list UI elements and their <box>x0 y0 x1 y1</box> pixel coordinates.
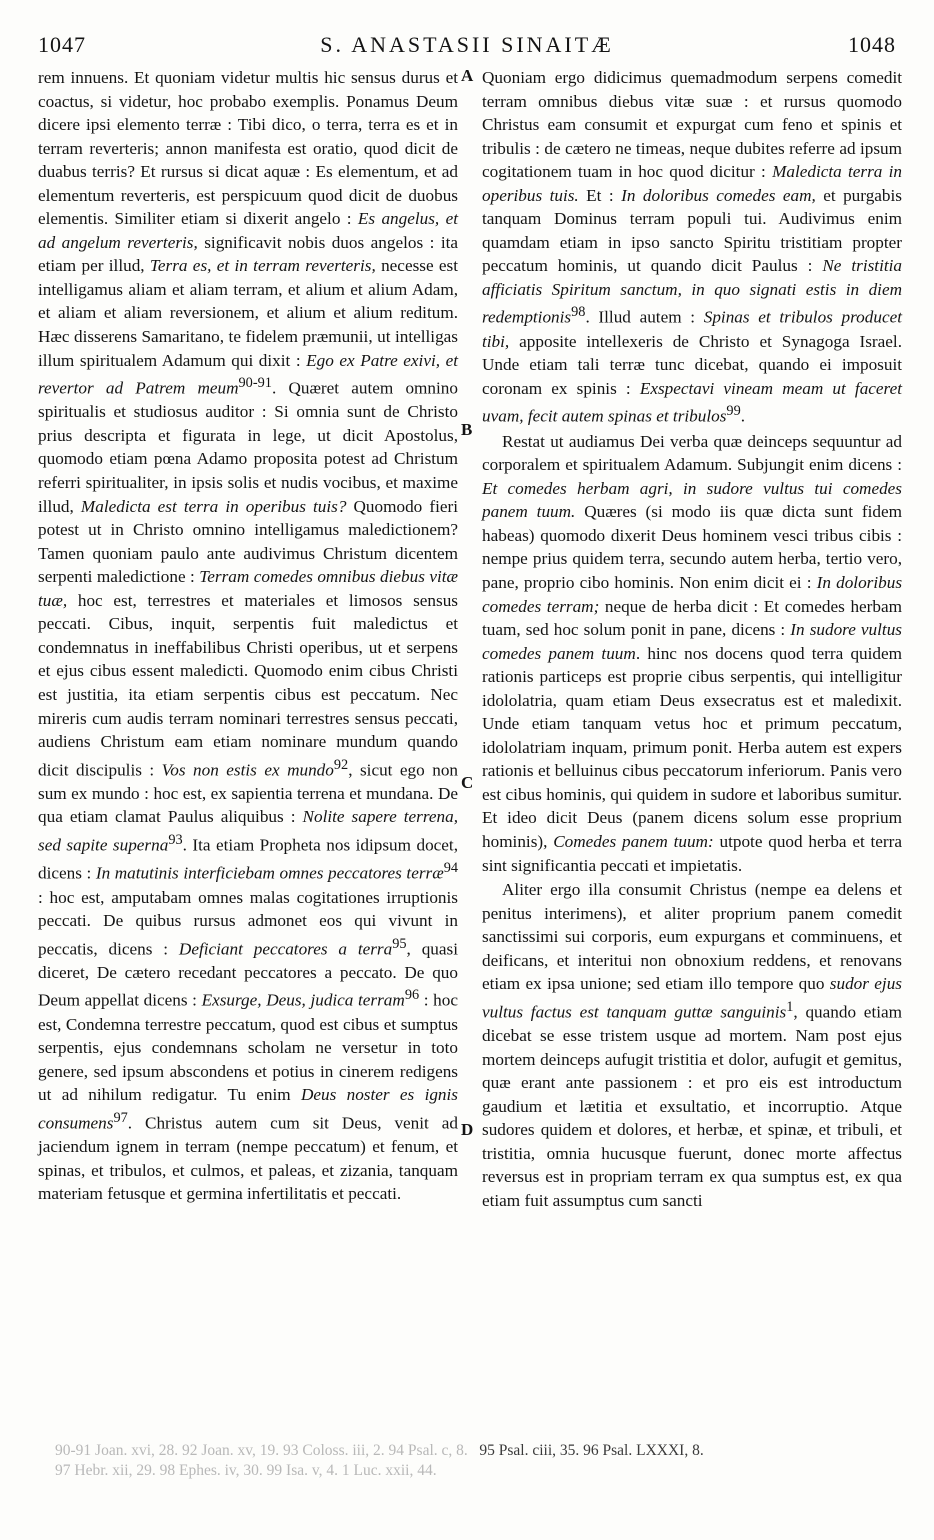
footnote-ref: 99 <box>726 403 741 420</box>
footnote-ref: 94 <box>443 860 459 877</box>
footnote-line-2: 97 Hebr. xii, 29. 98 Ephes. iv, 30. 99 Isa. v, 4. 1 Luc. xxii, 44. <box>55 1462 437 1479</box>
margin-letter-c: C <box>461 773 474 792</box>
footnote-ref: 97 <box>113 1109 128 1126</box>
footnote-ref: 98 <box>571 304 586 321</box>
footnote-ref: 1 <box>786 998 794 1015</box>
margin-letter-b: B <box>461 420 473 439</box>
running-header <box>38 32 896 64</box>
page-number-left: 1047 <box>38 32 86 57</box>
right-paragraph-3: Aliter ergo illa consumit Christus (nempe ea delens et penitus interimens), et aliter proprium panem comedit sanctissimi sui corporis, eum expurgans et comminuens, et deificans, et interitui non obnoxium reddens, et renovans etiam ex ipsa unione; sed etiam illo tempore quo sudor ejus vultus factus est tanquam guttæ sanguinis$^1$, quando etiam dicebat se esse tristem usque ad mortem. Nam post ejus mortem deinceps aufugit tristitia et dolor, aufugit et gemitus, quæ erant ante passionem : et pro eis est introductum gaudium et lætitia et exsultatio, et incorruptio. Atque sudores quidem et dolores, et herbæ, et spinæ, et tribuli, et tristitia, omnia hucusque fuerunt, donec morte affectus reversus est in propriam terram ex qua sumptus est, ex qua etiam fuit assumptus cum sancti <box>482 880 902 1210</box>
footnote-ref: 90-91 <box>238 375 272 392</box>
left-column <box>38 66 458 1206</box>
running-title: S. ANASTASII SINAITÆ <box>320 32 614 57</box>
right-paragraph-1: Quoniam ergo didicimus quemadmodum serpens comedit terram omnibus diebus vitæ suæ : et rursus quomodo Christus eam consumit et expurgat cum feno et spinis et tribulis : de cætero ne timeas, neque dubites referre ad ipsum cogitationem tuam in hoc quod dicitur : Maledicta terra in operibus tuis. Et : In doloribus comedes eam, et purgabis tanquam Dominus terram populi tui. Audivimus enim quamdam etiam in ipso sancto Spiritu tristitiam propter peccatum hominis, ut quando dicit Paulus : Ne tristitia afficiatis Spiritum sanctum, in quo signati estis in diem redemptionis$^{98}$. Illud autem : Spinas et tribulos producet tibi, apposite intellexeris de Christo et Synagoga Israel. Unde etiam tali terræ tunc dicebat, quando ei imposuit coronam ex spinis : Exspectavi vineam meam ut faceret uvam, fecit autem spinas et tribulos$^{99}$. <box>482 68 902 427</box>
right-column <box>482 66 902 1212</box>
footnotes <box>55 1441 904 1481</box>
page-number-right: 1048 <box>848 32 896 57</box>
footnote-line-1: 90-91 Joan. xvi, 28. 92 Joan. xv, 19. 93 Coloss. iii, 2. 94 Psal. c, 8. 95 Psal. ciii, 35. 96 Psal. LXXXI, 8. <box>55 1442 704 1459</box>
margin-letter-d: D <box>461 1120 474 1139</box>
footnote-ref: 93 <box>168 831 183 848</box>
left-paragraph-1: rem innuens. Et quoniam videtur multis hic sensus durus et coactus, si videtur, hoc probabo exemplis. Ponamus Deum dicere ipsi elemento terræ : Tibi dico, o terra, terra es et in terram reverteris; annon manifesta est oratio, quod dicit de duabus terris? Et rursus si dicat aquæ : Es elementum, et ad elementum reverteris, est perspicuum quod dicit de duobus elementis. Similiter etiam si dixerit angelo : Es angelus, et ad angelum reverteris, significavit nobis duos angelos : ita etiam per illud, Terra es, et in terram reverteris, necesse est intelligamus aliam et aliam terram, et alium et alium Adam, et aliam et aliam reversionem, et alium et alium reditum. Hæc disserens Samaritano, te fidelem præmunii, ut intelligas illum spiritualem Adamum qui dixit : Ego ex Patre exivi, et revertor ad Patrem meum$^{90-91}$. Quæret autem omnino spiritualis et studiosus auditor : Si omnia sunt de Christo prius descripta et figurata in lege, ut dicit Apostolus, quomodo etiam pœna Adamo proposita potest ad Christum referri spiritualiter, in ipsis solis et nudis vocibus, et maxime illud, Maledicta est terra in operibus tuis? Quomodo fieri potest ut in Christo omnino intelligamus maledictionem? Tamen quoniam paulo ante audivimus Christum dicentem serpenti maledictione : Terram comedes omnibus diebus vitæ tuæ, hoc est, terrestres et materiales et limosos sensus peccati. Cibus, inquit, serpentis fuit maledictus et condemnatus in ineffabilibus Christi operibus, ut et serpens et ejus cibus essent maledicti. Quomodo enim cibus Christi est justitia, ita etiam serpentis cibus est peccatum. Nec mireris cum audis terram nominari terrestres sensus peccati, audiens Christum eam etiam nominare mundum quando dicit discipulis : Vos non estis ex mundo$^{92}$, sicut ego non sum ex mundo : hoc est, ex sapientia terrena et mundana. De qua etiam clamat Paulus aliquibus : Nolite sapere terrena, sed sapite superna$^{93}$. Ita etiam Propheta nos idipsum docet, dicens : In matutinis interficiebam omnes peccatores terræ$^{94}$ : hoc est, amputabam omnes malas cogitationes irruptionis peccati. De quibus rursus admonet eos qui vivunt in peccatis, dicens : Deficiant peccatores a terra$^{95}$, quasi diceret, De cætero recedant peccatores a peccato. De quo Deum appellat dicens : Exsurge, Deus, judica terram$^{96}$ : hoc est, Condemna terrestre peccatum, quod est cibus et sumptus serpentis, ejus condemnans scholam ne versetur in toto genere, sed ipsum abscondens et potius in cinerem redigens ut ad nihilum redigatur. Tu enim Deus noster es ignis consumens$^{97}$. Christus autem cum sit Deus, venit ad jaciendum ignem in terram (nempe peccatum) et fenum, et spinas, et tribulos, et culmos, et paleas, et zizania, tanquam materiam fetusque et germina infertilitatis et peccati. <box>38 68 459 1204</box>
footnote-ref: 92 <box>333 756 349 773</box>
margin-letter-a: A <box>461 66 474 85</box>
right-paragraph-2: Restat ut audiamus Dei verba quæ deinceps sequuntur ad corporalem et spiritualem Adamum. Subjungit enim dicens : Et comedes herbam agri, in sudore vultus tui comedes panem tuum. Quæres (si modo iis quæ dicta sunt fidem habeas) quomodo dixerit Deus hominem vesci tribus cibis : nempe prius quidem terra, secundo autem herba, tertio vero, pane, proprio cibo hominis. Non enim dicit ei : In doloribus comedes terram; neque de herba dicit : Et comedes herbam tuam, sed hoc solum ponit in pane, dicens : In sudore vultus comedes panem tuum. hinc nos docens quod terra quidem rationis particeps est proprie cibus serpentis, qui intelligitur idololatria, quam etiam Deus exsecratus est et maledixit. Unde etiam tanquam vetus hoc et primum peccatum, idololatriam inquam, primum ponit. Herba autem est expers rationis et belluinus cibus peccatorum inferiorum. Panis vero est cibus hominis, qui quidem in sudore et laboribus sumitur. Et ideo dicit Deus (panem dicens solum esse proprium hominis), Comedes panem tuum: utpote quod herba et terra sint significantia peccati et impietatis. <box>482 431 903 875</box>
footnote-ref: 96 <box>404 987 420 1004</box>
footnote-ref: 95 <box>392 935 407 952</box>
